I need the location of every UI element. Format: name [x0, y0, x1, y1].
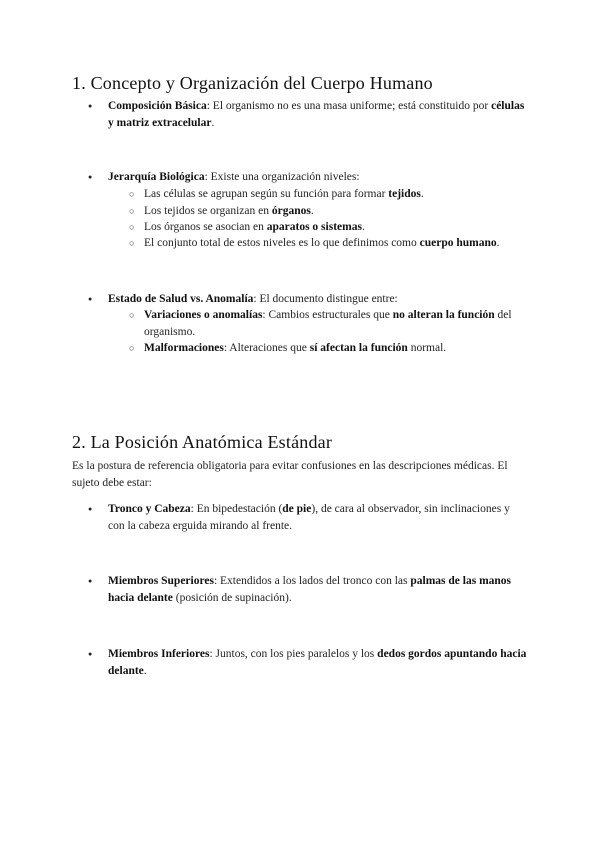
sub-item-text: Los tejidos se organizan en	[144, 205, 272, 217]
sub-item-bold: cuerpo humano	[419, 237, 497, 249]
bullet-composicion	[108, 98, 528, 132]
sub-item-text: Los órganos se asocian en	[144, 221, 267, 233]
inferiores-label: Miembros Inferiores	[108, 648, 210, 660]
sub-item-label: Malformaciones	[144, 342, 224, 354]
composicion-end: .	[211, 117, 215, 129]
bullet-jerarquia	[108, 169, 528, 186]
sub-item-label: Variaciones o anomalías	[144, 309, 263, 321]
sub-item-end: .	[420, 188, 424, 200]
sub-item-text: : Cambios estructurales que	[262, 309, 393, 321]
sub-item	[144, 219, 528, 236]
sub-item	[144, 186, 528, 203]
tronco-end: ), de cara al observador, sin inclinaciones y con la cabeza erguida mirando al frente.	[108, 503, 510, 532]
bullet-superiores	[108, 573, 528, 607]
sub-item-bold: órganos	[271, 205, 311, 217]
sub-item-variaciones	[144, 307, 528, 341]
sub-item-text: El conjunto total de estos niveles es lo que definimos como	[144, 237, 420, 249]
sub-item-text: : Alteraciones que	[223, 342, 310, 354]
section-1-heading: 1. Concepto y Organización del Cuerpo Humano	[72, 73, 433, 93]
sub-item-bold: aparatos o sistemas	[266, 221, 362, 233]
sub-item-bold: sí afectan la función	[309, 342, 408, 354]
bullet-tronco	[108, 501, 528, 535]
superiores-bold: palmas de las manos hacia delante	[108, 575, 512, 604]
section-2-heading: 2. La Posición Anatómica Estándar	[72, 432, 333, 452]
estado-text: : El documento distingue entre:	[253, 293, 398, 305]
estado-label: Estado de Salud vs. Anomalía	[108, 293, 254, 305]
section-2-intro: Es la postura de referencia obligatoria para evitar confusiones en las descripciones médicas. El sujeto debe estar:	[72, 460, 508, 489]
sub-item-malformaciones	[144, 340, 528, 357]
inferiores-end: .	[143, 665, 147, 677]
tronco-label: Tronco y Cabeza	[108, 503, 191, 515]
jerarquia-label: Jerarquía Biológica	[108, 171, 205, 183]
tronco-text: : En bipedestación (	[190, 503, 283, 515]
sub-item-bold: tejidos	[388, 188, 421, 200]
sub-item	[144, 235, 528, 252]
composicion-text: : El organismo no es una masa uniforme; está constituido por	[206, 100, 492, 112]
sub-item-end: normal.	[407, 342, 447, 354]
inferiores-bold: dedos gordos apuntando hacia delante	[108, 648, 527, 677]
superiores-label: Miembros Superiores	[108, 575, 214, 587]
jerarquia-text: : Existe una organización niveles:	[204, 171, 360, 183]
bullet-estado	[108, 291, 528, 308]
bullet-inferiores	[108, 646, 528, 680]
sub-item-end: del organismo.	[144, 309, 512, 338]
superiores-text: : Extendidos a los lados del tronco con las	[213, 575, 411, 587]
superiores-end: (posición de supinación).	[172, 592, 292, 604]
sub-item-end: .	[496, 237, 500, 249]
tronco-bold: de pie	[282, 503, 312, 515]
sub-item	[144, 203, 528, 220]
inferiores-text: : Juntos, con los pies paralelos y los	[209, 648, 378, 660]
sub-item-bold: no alteran la función	[392, 309, 495, 321]
sub-item-end: .	[361, 221, 365, 233]
sub-item-text: Las células se agrupan según su función para formar	[144, 188, 389, 200]
sub-item-end: .	[310, 205, 314, 217]
composicion-label: Composición Básica	[108, 100, 207, 112]
composicion-bold: células y matriz extracelular	[108, 100, 525, 129]
